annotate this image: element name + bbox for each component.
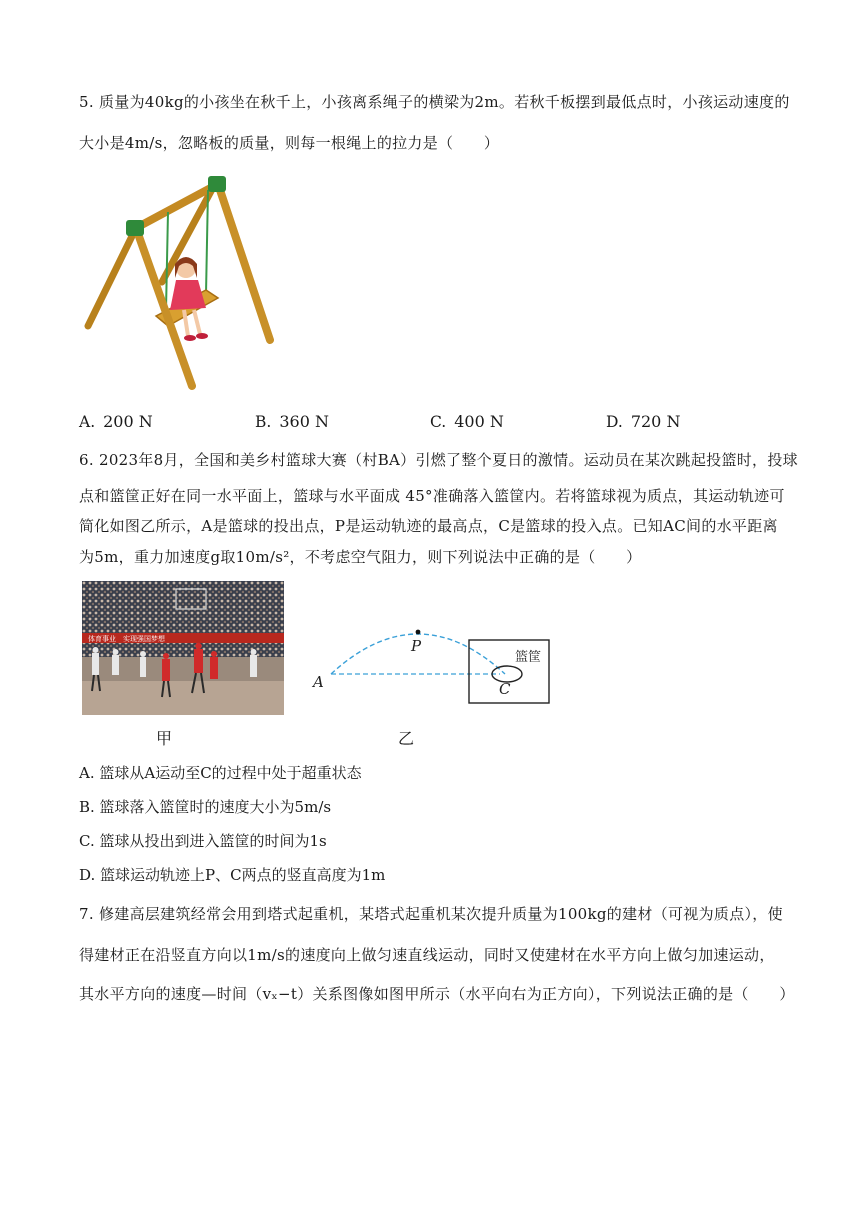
q6-stem-line3: 简化如图乙所示，A是篮球的投出点，P是运动轨迹的最高点，C是篮球的投入点。已知AC间的水平距离 [79, 517, 778, 535]
q7-stem-line3: 其水平方向的速度—时间（vₓ−t）关系图像如图甲所示（水平向右为正方向），下列说法正确的是（ ） [79, 985, 795, 1003]
q6-option-c: C. 篮球从投出到进入篮筐的时间为1s [79, 832, 327, 850]
q7-stem-line1: 7. 修建高层建筑经常会用到塔式起重机，某塔式起重机某次提升质量为100kg的建材（可视为质点），使 [79, 905, 783, 923]
q5-option-b: B. 360 N [255, 412, 329, 431]
label-c: C [499, 680, 511, 698]
basketball-photo [82, 581, 284, 715]
q5-option-d: D. 720 N [606, 412, 681, 431]
label-a: A [313, 673, 324, 691]
q5-option-c: C. 400 N [430, 412, 504, 431]
label-p: P [411, 637, 422, 655]
label-basket: 篮筐 [515, 650, 542, 665]
q6-stem-line4: 为5m，重力加速度g取10m/s²，不考虑空气阻力，则下列说法中正确的是（ ） [79, 548, 642, 566]
caption-yi: 乙 [398, 729, 415, 748]
q5-stem-line2: 大小是4m/s，忽略板的质量，则每一根绳上的拉力是（ ） [79, 134, 500, 152]
q6-option-d: D. 篮球运动轨迹上P、C两点的竖直高度为1m [79, 866, 386, 884]
q7-stem-line2: 得建材正在沿竖直方向以1m/s的速度向上做匀速直线运动，同时又使建材在水平方向上做匀加速运动， [79, 946, 775, 964]
swing-illustration [80, 170, 280, 392]
q6-option-a: A. 篮球从A运动至C的过程中处于超重状态 [79, 764, 362, 782]
q5-option-a: A. 200 N [79, 412, 153, 431]
q6-stem-line1: 6. 2023年8月，全国和美乡村篮球大赛（村BA）引燃了整个夏日的激情。运动员在某次跳起投篮时，投球 [79, 451, 798, 469]
photo-banner-text: 体育事业 实现强国梦想 [88, 635, 165, 643]
q6-option-b: B. 篮球落入篮筐时的速度大小为5m/s [79, 798, 332, 816]
caption-jia: 甲 [156, 729, 173, 748]
q6-stem-line2: 点和篮筐正好在同一水平面上，篮球与水平面成 45°准确落入篮筐内。若将篮球视为质点，其运动轨迹可 [79, 487, 785, 505]
q5-stem-line1: 5. 质量为40kg的小孩坐在秋千上，小孩离系绳子的横梁为2m。若秋千板摆到最低点时，小孩运动速度的 [79, 93, 790, 111]
trajectory-diagram [305, 620, 555, 710]
